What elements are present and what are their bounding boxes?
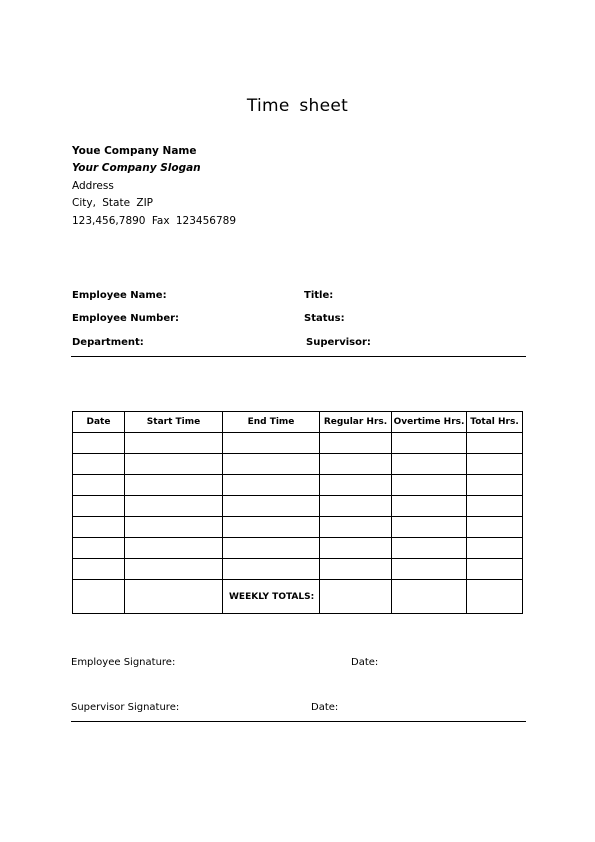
- regular-hrs-cell[interactable]: [320, 433, 392, 454]
- overtime-hrs-total-cell[interactable]: [392, 580, 467, 614]
- table-row: [73, 538, 523, 559]
- table-row: [73, 454, 523, 475]
- total-hrs-cell[interactable]: [467, 496, 523, 517]
- status-label: Status:: [304, 313, 345, 324]
- company-name: Youe Company Name: [72, 145, 197, 157]
- date-cell[interactable]: [73, 538, 125, 559]
- start-time-cell[interactable]: [125, 517, 223, 538]
- timesheet-table: [72, 411, 523, 614]
- overtime-hrs-cell[interactable]: [392, 475, 467, 496]
- header-start-time: Start Time: [125, 412, 223, 433]
- employee-signature-label: Employee Signature:: [71, 657, 176, 668]
- company-slogan: Your Company Slogan: [72, 162, 201, 174]
- supervisor-signature-label: Supervisor Signature:: [71, 702, 180, 713]
- end-time-cell[interactable]: [223, 538, 320, 559]
- signature-line: [71, 721, 526, 722]
- date-cell[interactable]: [73, 454, 125, 475]
- regular-hrs-cell[interactable]: [320, 454, 392, 475]
- total-hrs-cell[interactable]: [467, 538, 523, 559]
- start-time-cell[interactable]: [125, 580, 223, 614]
- end-time-cell[interactable]: [223, 454, 320, 475]
- total-hrs-cell[interactable]: [467, 475, 523, 496]
- employee-section-divider: [71, 356, 526, 357]
- overtime-hrs-cell[interactable]: [392, 433, 467, 454]
- company-city-state-zip: City, State ZIP: [72, 197, 154, 209]
- regular-hrs-cell[interactable]: [320, 496, 392, 517]
- employee-date-label: Date:: [351, 657, 379, 668]
- end-time-cell[interactable]: [223, 517, 320, 538]
- supervisor-date-label: Date:: [311, 702, 339, 713]
- regular-hrs-cell[interactable]: [320, 475, 392, 496]
- table-row: [73, 559, 523, 580]
- start-time-cell[interactable]: [125, 559, 223, 580]
- total-hrs-total-cell[interactable]: [467, 580, 523, 614]
- page-title: Time sheet: [246, 96, 349, 116]
- date-cell[interactable]: [73, 496, 125, 517]
- total-hrs-cell[interactable]: [467, 454, 523, 475]
- regular-hrs-cell[interactable]: [320, 538, 392, 559]
- date-cell[interactable]: [73, 580, 125, 614]
- regular-hrs-cell[interactable]: [320, 559, 392, 580]
- end-time-cell[interactable]: [223, 559, 320, 580]
- employee-name-label: Employee Name:: [72, 290, 167, 301]
- header-regular-hrs: Regular Hrs.: [320, 412, 392, 433]
- header-date: Date: [73, 412, 125, 433]
- date-cell[interactable]: [73, 517, 125, 538]
- end-time-cell[interactable]: [223, 433, 320, 454]
- company-address: Address: [72, 180, 114, 192]
- end-time-cell[interactable]: [223, 496, 320, 517]
- weekly-totals-label: WEEKLY TOTALS:: [223, 580, 320, 614]
- date-cell[interactable]: [73, 559, 125, 580]
- table-row: [73, 433, 523, 454]
- supervisor-label: Supervisor:: [306, 337, 371, 348]
- table-row: [73, 496, 523, 517]
- overtime-hrs-cell[interactable]: [392, 517, 467, 538]
- table-row: [73, 475, 523, 496]
- date-cell[interactable]: [73, 475, 125, 496]
- department-label: Department:: [72, 337, 144, 348]
- header-end-time: End Time: [223, 412, 320, 433]
- employee-number-label: Employee Number:: [72, 313, 180, 324]
- start-time-cell[interactable]: [125, 454, 223, 475]
- total-hrs-cell[interactable]: [467, 559, 523, 580]
- overtime-hrs-cell[interactable]: [392, 454, 467, 475]
- company-phone-fax: 123,456,7890 Fax 123456789: [72, 215, 237, 227]
- date-cell[interactable]: [73, 433, 125, 454]
- overtime-hrs-cell[interactable]: [392, 538, 467, 559]
- overtime-hrs-cell[interactable]: [392, 559, 467, 580]
- total-hrs-cell[interactable]: [467, 433, 523, 454]
- end-time-cell[interactable]: [223, 475, 320, 496]
- overtime-hrs-cell[interactable]: [392, 496, 467, 517]
- start-time-cell[interactable]: [125, 475, 223, 496]
- header-total-hrs: Total Hrs.: [467, 412, 523, 433]
- weekly-totals-row: [73, 580, 523, 614]
- header-overtime-hrs: Overtime Hrs.: [392, 412, 467, 433]
- table-row: [73, 517, 523, 538]
- start-time-cell[interactable]: [125, 496, 223, 517]
- title-label: Title:: [304, 290, 334, 301]
- start-time-cell[interactable]: [125, 433, 223, 454]
- regular-hrs-cell[interactable]: [320, 517, 392, 538]
- start-time-cell[interactable]: [125, 538, 223, 559]
- regular-hrs-total-cell[interactable]: [320, 580, 392, 614]
- total-hrs-cell[interactable]: [467, 517, 523, 538]
- table-header-row: [73, 412, 523, 433]
